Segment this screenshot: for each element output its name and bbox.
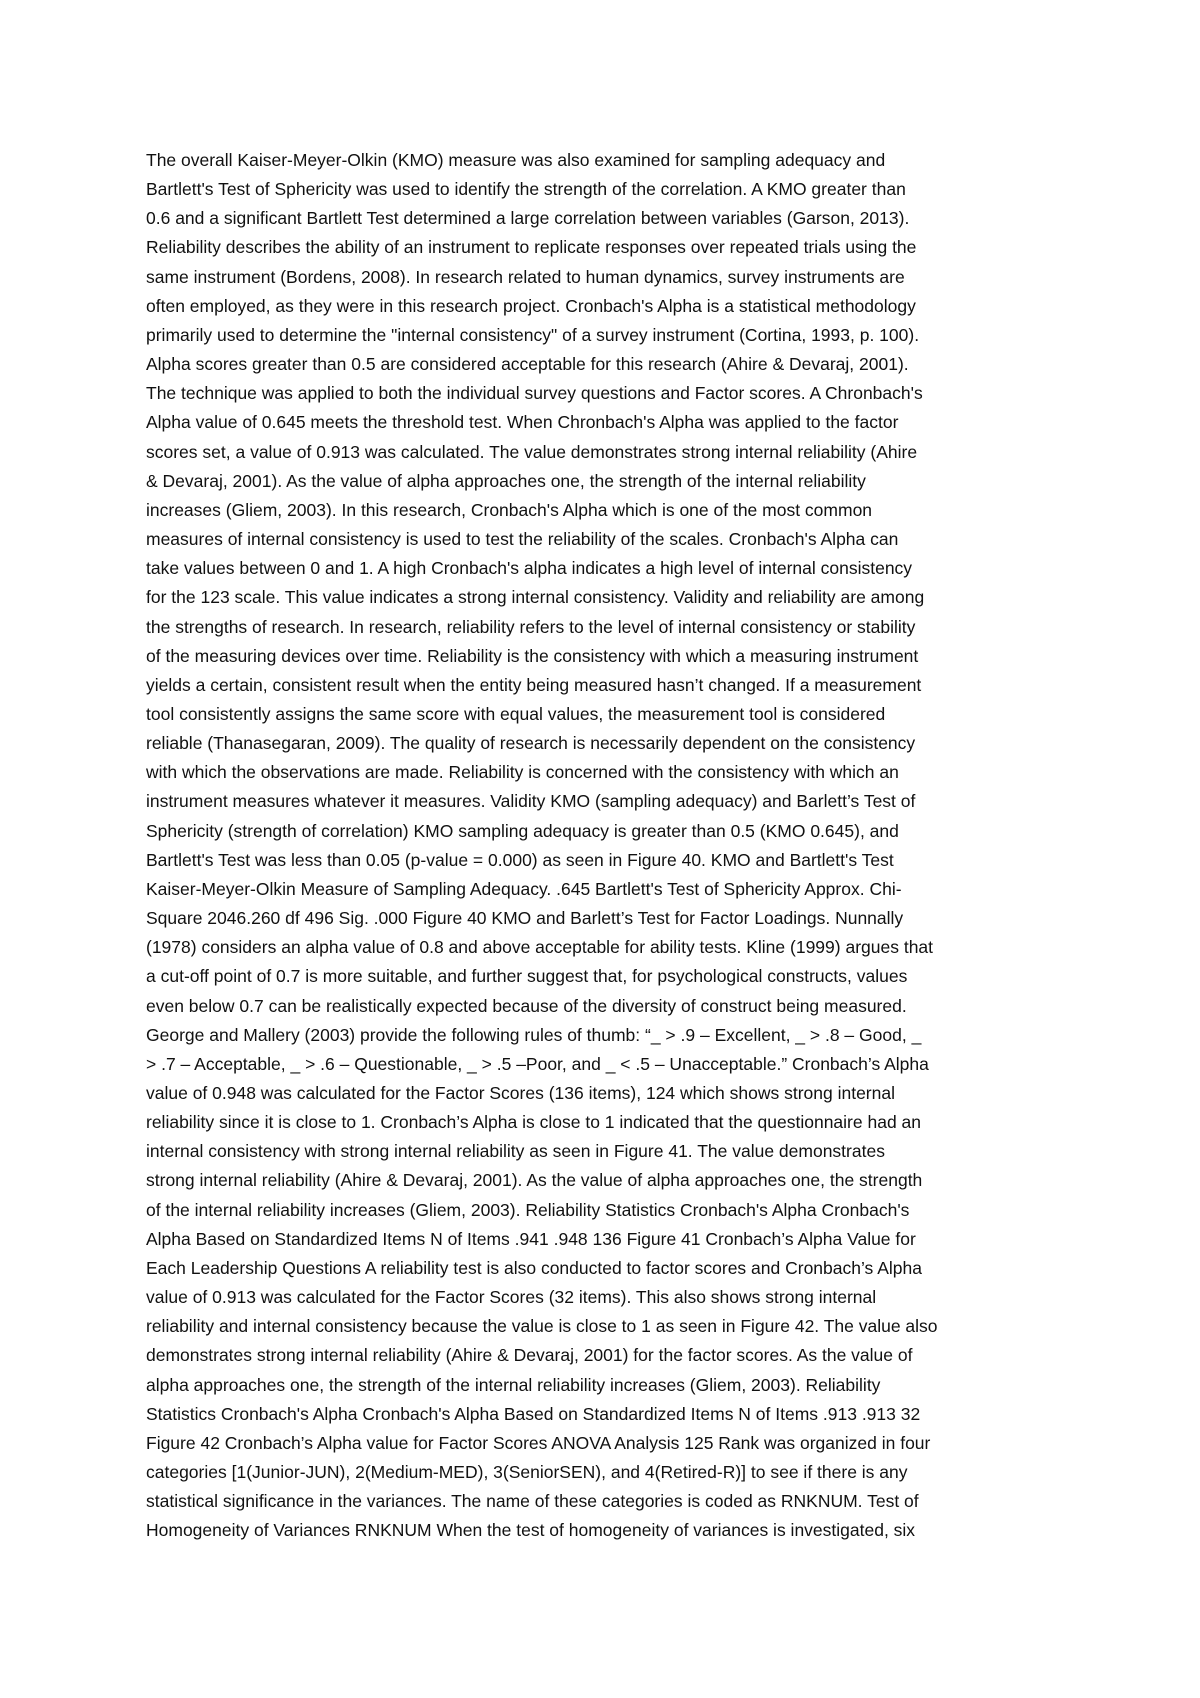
text-line: Alpha Based on Standardized Items N of Items .941 .948 136 Figure 41 Cronbach’s Alpha Value for [146, 1228, 916, 1249]
text-line: The overall Kaiser-Meyer-Olkin (KMO) measure was also examined for sampling adequacy and [146, 150, 886, 170]
text-line: > .7 – Acceptable, _ > .6 – Questionable, _ > .5 –Poor, and _ < .5 – Unacceptable.” Cronbach’s Alpha [146, 1053, 929, 1074]
text-line: & Devaraj, 2001). As the value of alpha approaches one, the strength of the internal reliability [146, 470, 866, 491]
text-line: value of 0.948 was calculated for the Factor Scores (136 items), 124 which shows strong internal [146, 1083, 895, 1103]
text-line: Bartlett's Test was less than 0.05 (p-value = 0.000) as seen in Figure 40. KMO and Bartlett's Test [146, 849, 894, 870]
text-line: (1978) considers an alpha value of 0.8 and above acceptable for ability tests. Kline (1999) argues that [146, 937, 934, 958]
text-line: Statistics Cronbach's Alpha Cronbach's Alpha Based on Standardized Items N of Items .913 .913 32 [146, 1403, 921, 1424]
text-line: George and Mallery (2003) provide the following rules of thumb: “_ > .9 – Excellent, _ > .8 – Good, _ [146, 1024, 922, 1045]
text-line: scores set, a value of 0.913 was calculated. The value demonstrates strong internal reliability (Ahire [146, 441, 918, 462]
text-line: reliable (Thanasegaran, 2009). The quality of research is necessarily dependent on the consistency [146, 733, 916, 754]
text-line: take values between 0 and 1. A high Cronbach's alpha indicates a high level of internal consistency [146, 558, 913, 579]
text-line: tool consistently assigns the same score with equal values, the measurement tool is considered [146, 703, 886, 724]
text-line: internal consistency with strong internal reliability as seen in Figure 41. The value demonstrates [146, 1141, 885, 1162]
text-line: Reliability describes the ability of an instrument to replicate responses over repeated trials using the [146, 237, 917, 258]
text-line: 0.6 and a significant Bartlett Test determined a large correlation between variables (Garson, 2013). [146, 208, 910, 229]
text-line: categories [1(Junior-JUN), 2(Medium-MED), 3(SeniorSEN), and 4(Retired-R)] to see if there is any [146, 1462, 908, 1483]
text-line: increases (Gliem, 2003). In this research, Cronbach's Alpha which is one of the most common [146, 499, 873, 520]
text-line: with which the observations are made. Reliability is concerned with the consistency with which an [146, 762, 899, 783]
text-line: reliability and internal consistency because the value is close to 1 as seen in Figure 42. The value also [146, 1316, 938, 1337]
text-line: value of 0.913 was calculated for the Factor Scores (32 items). This also shows strong internal [146, 1287, 877, 1308]
text-line: Figure 42 Cronbach’s Alpha value for Factor Scores ANOVA Analysis 125 Rank was organized in four [146, 1432, 931, 1453]
text-line: strong internal reliability (Ahire & Devaraj, 2001). As the value of alpha approaches one, the strength [146, 1170, 923, 1191]
text-line: often employed, as they were in this research project. Cronbach's Alpha is a statistical methodology [146, 295, 916, 316]
text-line: Kaiser-Meyer-Olkin Measure of Sampling Adequacy. .645 Bartlett's Test of Sphericity Approx. Chi- [146, 878, 902, 899]
text-line: of the measuring devices over time. Reliability is the consistency with which a measuring instrument [146, 645, 919, 666]
text-line: statistical significance in the variances. The name of these categories is coded as RNKNUM. Test of [146, 1491, 919, 1512]
text-line: yields a certain, consistent result when the entity being measured hasn’t changed. If a measurement [146, 674, 922, 695]
text-line: demonstrates strong internal reliability (Ahire & Devaraj, 2001) for the factor scores. As the value of [146, 1345, 913, 1366]
text-line: Bartlett's Test of Sphericity was used to identify the strength of the correlation. A KMO greater than [146, 179, 906, 200]
text-line: Alpha scores greater than 0.5 are considered acceptable for this research (Ahire & Devaraj, 2001). [146, 354, 909, 375]
text-line: measures of internal consistency is used to test the reliability of the scales. Cronbach's Alpha can [146, 529, 899, 550]
text-line: Sphericity (strength of correlation) KMO sampling adequacy is greater than 0.5 (KMO 0.645), and [146, 820, 899, 841]
text-line: primarily used to determine the "internal consistency" of a survey instrument (Cortina, 1993, p. 100). [146, 324, 920, 345]
text-line: Each Leadership Questions A reliability test is also conducted to factor scores and Cronbach’s Alpha [146, 1257, 922, 1278]
text-line: the strengths of research. In research, reliability refers to the level of internal consistency or stability [146, 616, 916, 637]
text-line: even below 0.7 can be realistically expected because of the diversity of construct being measured. [146, 995, 907, 1016]
text-line: The technique was applied to both the individual survey questions and Factor scores. A Chronbach's [146, 383, 923, 404]
text-line: same instrument (Bordens, 2008). In research related to human dynamics, survey instruments are [146, 266, 905, 287]
body-paragraph [146, 146, 1066, 1546]
text-line: Homogeneity of Variances RNKNUM When the test of homogeneity of variances is investigated, six [146, 1520, 916, 1541]
text-line: reliability since it is close to 1. Cronbach’s Alpha is close to 1 indicated that the questionnaire had an [146, 1112, 921, 1133]
text-line: Alpha value of 0.645 meets the threshold test. When Chronbach's Alpha was applied to the factor [146, 412, 899, 433]
text-line: of the internal reliability increases (Gliem, 2003). Reliability Statistics Cronbach's Alpha Cronbach's [146, 1199, 910, 1220]
text-line: Square 2046.260 df 496 Sig. .000 Figure 40 KMO and Barlett’s Test for Factor Loadings. Nunnally [146, 908, 904, 929]
text-line: for the 123 scale. This value indicates a strong internal consistency. Validity and reliability are among [146, 587, 925, 608]
text-line: alpha approaches one, the strength of the internal reliability increases (Gliem, 2003). Reliability [146, 1374, 881, 1395]
text-line: instrument measures whatever it measures. Validity KMO (sampling adequacy) and Barlett’s Test of [146, 791, 916, 812]
text-line: a cut-off point of 0.7 is more suitable, and further suggest that, for psychological constructs, values [146, 966, 908, 987]
